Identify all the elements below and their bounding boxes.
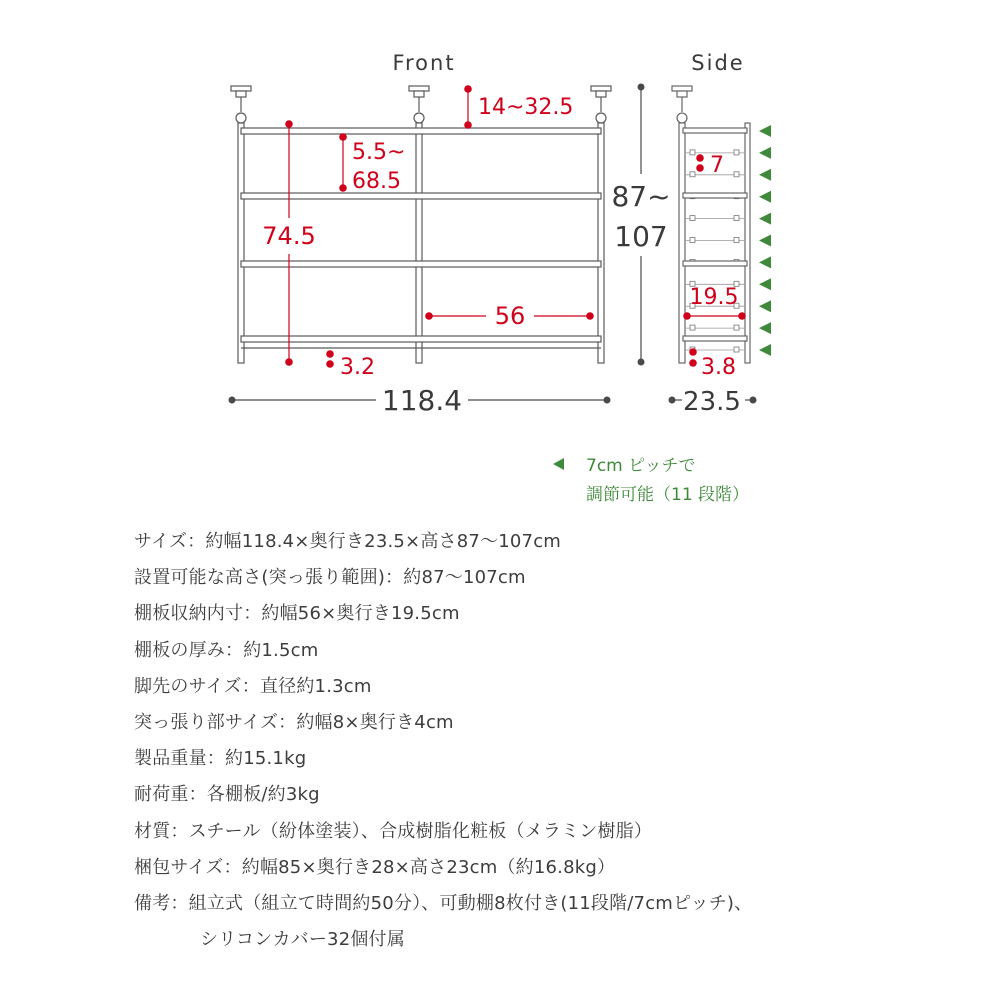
pitch-triangle-icon xyxy=(759,191,771,203)
inner-width-label: 56 xyxy=(494,302,526,330)
shelf-gap-label-a: 5.5~ xyxy=(352,140,406,165)
shelf-pin-hole xyxy=(734,325,739,330)
spec-load-capacity: 耐荷重：各棚板/約3kg xyxy=(134,784,320,806)
shelf-pin-hole xyxy=(734,347,739,352)
pitch-triangle-icon xyxy=(759,344,771,356)
tension-fitting-left xyxy=(231,86,251,123)
legend-line-2: 調節可能（11 段階） xyxy=(586,485,750,505)
side-view-drawing xyxy=(672,86,750,363)
pitch-triangle-icon xyxy=(759,125,771,137)
legend-line-1: 7cm ピッチで xyxy=(586,456,696,476)
spec-list xyxy=(134,524,974,958)
front-view-title: Front xyxy=(392,51,456,75)
green-triangle-icon xyxy=(553,458,564,470)
total-height-label-a: 87~ xyxy=(611,180,671,213)
total-depth-label: 23.5 xyxy=(683,387,741,417)
pitch-legend xyxy=(553,452,749,510)
tension-fitting-right xyxy=(591,86,611,123)
side-tension-fitting xyxy=(672,86,692,123)
spec-inner-dimensions: 棚板収納内寸：約幅56×奥行き19.5cm xyxy=(134,603,460,625)
pitch-triangle-icon xyxy=(759,213,771,225)
total-height-label-b: 107 xyxy=(614,220,668,253)
shelf-pin-hole xyxy=(690,238,695,243)
shelf-pin-hole xyxy=(690,216,695,221)
pitch-triangle-icon xyxy=(759,169,771,181)
spec-tension-size: 突っ張り部サイズ：約幅8×奥行き4cm xyxy=(134,712,454,734)
spec-foot-size: 脚先のサイズ：直径約1.3cm xyxy=(134,675,372,697)
spec-package-size: 梱包サイズ：約幅85×奥行き28×高さ23cm（約16.8kg） xyxy=(134,856,616,878)
inner-depth-label: 19.5 xyxy=(689,285,739,310)
pole-gap-label: 14~32.5 xyxy=(478,95,574,120)
frame-height-label: 74.5 xyxy=(262,222,316,250)
shelf-pin-hole xyxy=(690,172,695,177)
total-width-label: 118.4 xyxy=(381,384,463,417)
spec-material: 材質：スチール（紛体塗装）、合成樹脂化粧板（メラミン樹脂） xyxy=(134,820,653,842)
shelf-pin-hole xyxy=(690,150,695,155)
leg-side-label: 3.8 xyxy=(701,355,736,380)
pitch-triangle-icon xyxy=(759,278,771,290)
pitch-triangle-icon xyxy=(759,147,771,159)
shelf-pin-hole xyxy=(734,172,739,177)
spec-weight: 製品重量：約15.1kg xyxy=(134,748,307,770)
pitch-label: 7 xyxy=(710,153,724,178)
leg-front-label: 3.2 xyxy=(340,355,375,380)
pitch-triangle-icon xyxy=(759,322,771,334)
spec-shelf-thickness: 棚板の厚み：約1.5cm xyxy=(134,639,319,661)
spec-notes-continued: シリコンカバー32個付属 xyxy=(200,929,405,951)
shelf-pin-hole xyxy=(734,216,739,221)
shelf-pin-hole xyxy=(734,150,739,155)
shelf-pin-hole xyxy=(690,325,695,330)
shelf-gap-label-b: 68.5 xyxy=(352,169,401,194)
spec-notes: 備考：組立式（組立て時間約50分）、可動棚8枚付き(11段階/7cmピッチ)、 xyxy=(134,893,753,915)
spec-size: サイズ：約幅118.4×奥行き23.5×高さ87〜107cm xyxy=(134,531,562,552)
tension-fitting-center xyxy=(409,86,429,123)
pitch-triangle-icon xyxy=(759,256,771,268)
pitch-markers xyxy=(759,125,771,356)
shelf-pin-hole xyxy=(734,238,739,243)
side-view-title: Side xyxy=(691,51,745,75)
spec-install-height: 設置可能な高さ(突っ張り範囲)：約87〜107cm xyxy=(134,567,526,589)
pitch-triangle-icon xyxy=(759,235,771,247)
pitch-triangle-icon xyxy=(759,300,771,312)
